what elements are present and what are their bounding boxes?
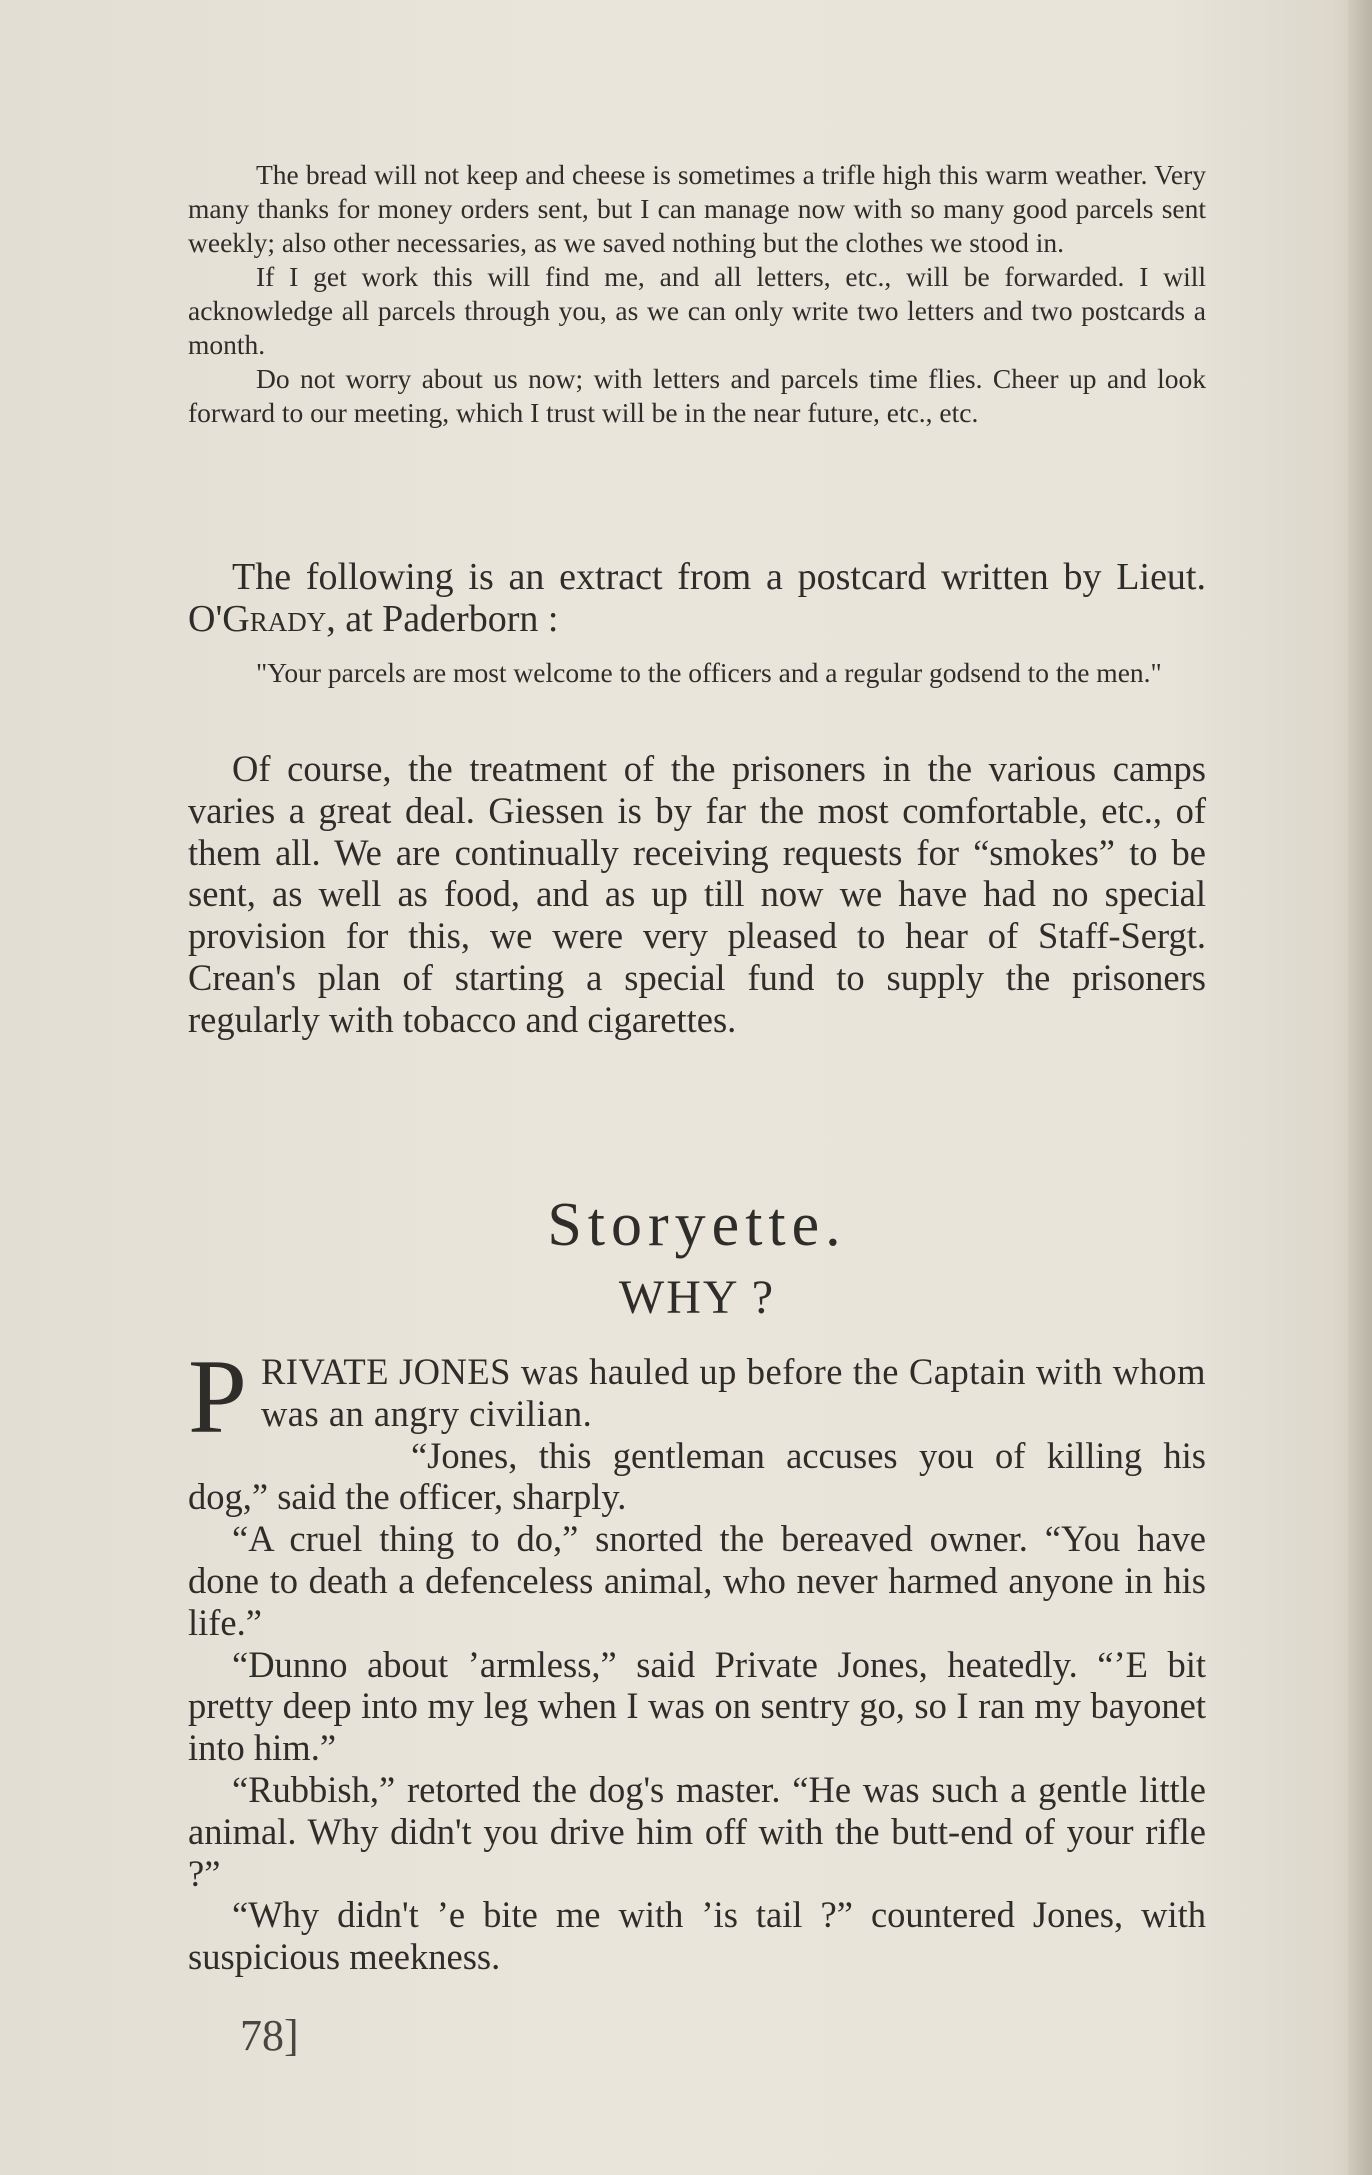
book-spine-shadow xyxy=(1348,0,1372,2175)
drop-cap: P xyxy=(188,1338,247,1455)
story-paragraph: “Jones, this gentleman accuses you of killing his dog,” said the officer, sharply. xyxy=(188,1434,1206,1518)
story-paragraph: “Rubbish,” retorted the dog's master. “He was such a gentle little animal. Why didn't you drive him off with the butt-end of your rifle ?” xyxy=(188,1768,1206,1894)
story-paragraph: “Why didn't ’e bite me with ’is tail ?” countered Jones, with suspicious meekness. xyxy=(188,1894,1206,1978)
story-first-text: RIVATE JONES was hauled up before the Captain with whom was an angry civilian. xyxy=(260,1351,1206,1434)
extract-intro-before: The following is an extract from a postcard written by Lieut. O' xyxy=(188,556,1206,640)
letter-paragraph: Do not worry about us now; with letters and parcels time flies. Cheer up and look forward to our meeting, which I trust will be in the near future, etc., etc. xyxy=(188,363,1206,428)
story-body xyxy=(188,1338,1206,1978)
story-paragraph: “A cruel thing to do,” snorted the bereaved owner. “You have done to death a defenceless animal, who never harmed anyone in his life.” xyxy=(188,1518,1206,1643)
postcard-quote: "Your parcels are most welcome to the officers and a regular godsend to the men." xyxy=(256,657,1162,688)
extract-intro xyxy=(188,556,1206,640)
letter-excerpt xyxy=(188,158,1206,430)
letter-paragraph: The bread will not keep and cheese is sometimes a trifle high this warm weather. Very many thanks for money orders sent, but I can manage now with so many good parcels sent weekly; also other necessaries, as we saved nothing but the clothes we stood in. xyxy=(188,159,1206,258)
story-subtitle: WHY ? xyxy=(618,1271,776,1324)
story-title: Storyette. xyxy=(547,1191,847,1259)
story-paragraph xyxy=(188,1338,1206,1455)
treatment-paragraph: Of course, the treatment of the prisoners in the various camps varies a great deal. Giessen is by far the most comfortable, etc., of them all. We are continually receiving requests for “smokes” to be sent, as well as food, and as up till now we have had no special provision for this, we were very pleased to hear of Staff-Sergt. Crean's plan of starting a special fund to supply the prisoners regularly with tobacco and cigarettes. xyxy=(188,748,1206,1040)
story-paragraph: “Dunno about ’armless,” said Private Jones, heatedly. “’E bit pretty deep into my leg when I was on sentry go, so I ran my bayonet into him.” xyxy=(188,1643,1206,1769)
letter-paragraph: If I get work this will find me, and all letters, etc., will be forwarded. I will acknowledge all parcels through you, as we can only write two letters and two postcards a month. xyxy=(188,261,1206,360)
extract-intro-name: Grady xyxy=(222,598,327,640)
page-number: 78] xyxy=(240,2011,299,2060)
extract-intro-after: , at Paderborn : xyxy=(326,598,559,640)
